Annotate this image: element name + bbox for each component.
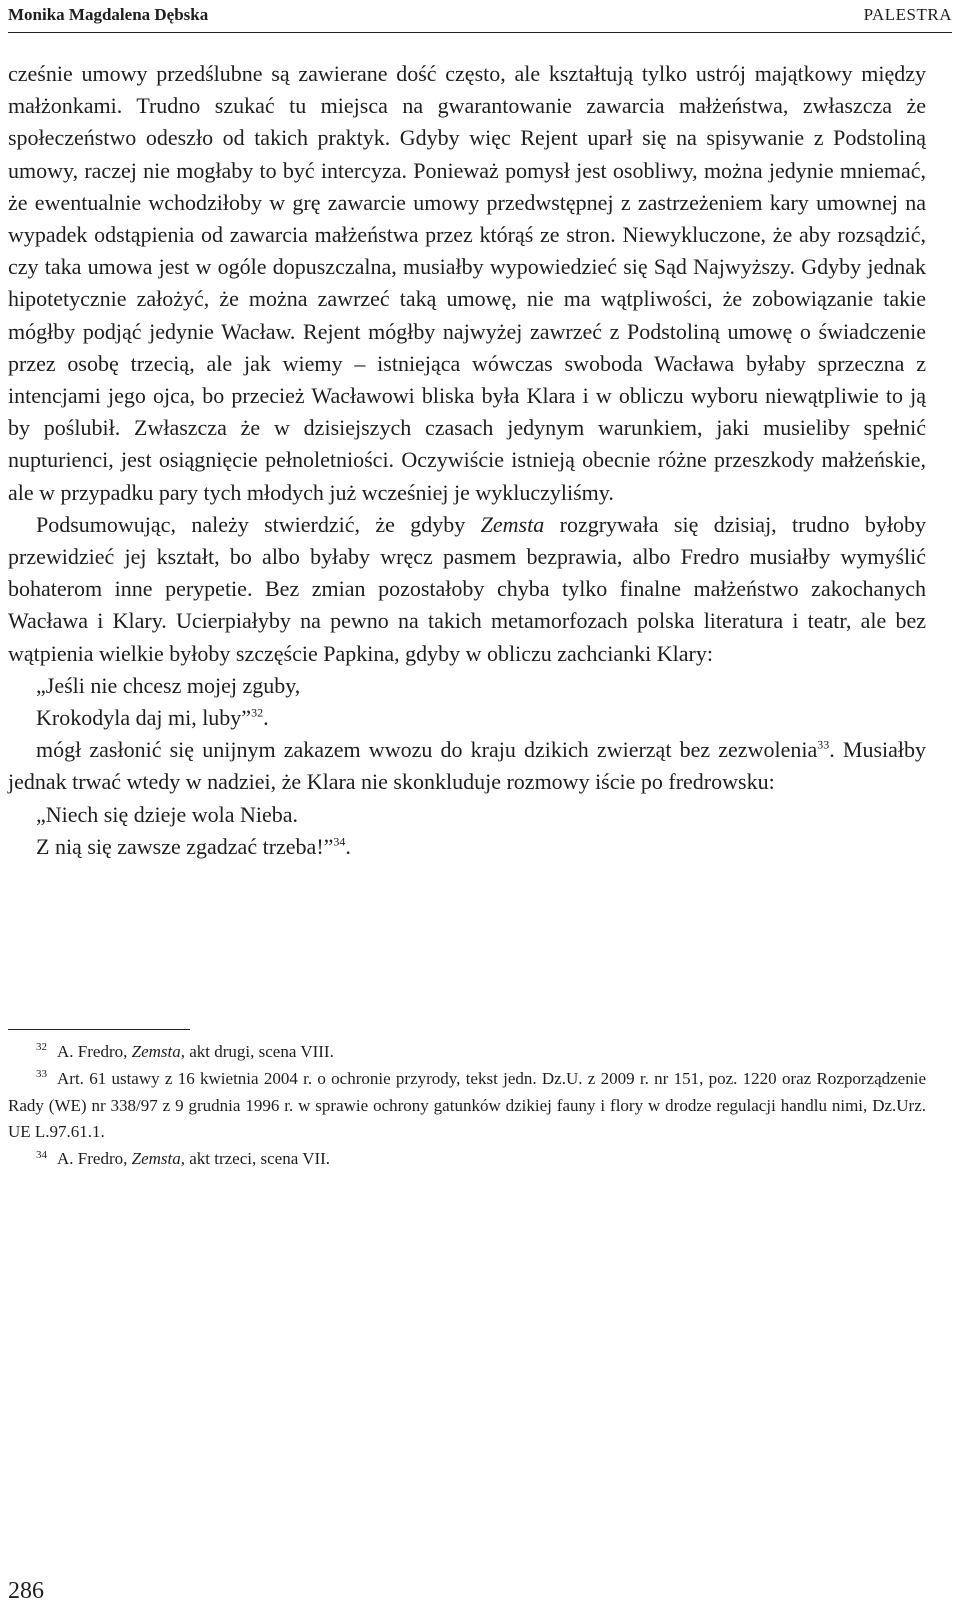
verse-1-line-1: „Jeśli nie chcesz mojej zguby, [36, 672, 301, 698]
footnote-ref-34: 34 [333, 834, 346, 849]
footnote-text-end: , akt drugi, scena VIII. [180, 1042, 334, 1061]
running-header [8, 2, 952, 33]
footnotes [8, 1039, 926, 1173]
verse-2-line-2 [8, 831, 926, 863]
footnote-text: A. Fredro, [57, 1149, 132, 1169]
paragraph-3-text-b: . Musiałby jednak trwać wtedy w nadziei, że Klara nie skonkluduje rozmowy iście po fredrowsku: [8, 737, 926, 795]
paragraph-2-title: Zemsta [480, 511, 545, 537]
verse-1-line-2-text: Krokodyla daj mi, luby” [36, 705, 252, 731]
verse-1-end: . [263, 705, 269, 731]
footnote-number: 33 [36, 1068, 47, 1081]
paragraph-2-text-a: Podsumowując, należy stwierdzić, że gdyby [36, 511, 481, 537]
footnote-title: Zemsta [131, 1042, 181, 1061]
paragraph-2-text-b: rozgrywała się dzisiaj, trudno byłoby przewidzieć jej kształt, bo albo byłaby wręcz pasmem bezprawia, albo Fredro musiałby wymyślić bohaterom inne perypetie. Bez zmian pozostałoby chyba tylko finalne małżeństwo zakochanych Wacława i Klary. Ucierpiałyby na pewno na takich metamorfozach polska literatura i teatr, ale bez wątpienia wielkie byłoby szczęście Papkina, gdyby w obliczu zachcianki Klary: [8, 511, 926, 666]
footnote-ref-32: 32 [251, 705, 264, 720]
verse-2-end: . [345, 833, 351, 859]
paragraph-3 [8, 734, 926, 798]
footnote-title: Zemsta, [131, 1149, 185, 1169]
footnote-34 [8, 1146, 926, 1173]
footnote-number: 34 [36, 1148, 47, 1161]
header-author: Monika Magdalena Dębska [8, 5, 209, 24]
main-text [8, 58, 926, 863]
footnote-33 [8, 1066, 926, 1146]
verse-1-line-2 [8, 702, 926, 734]
footnote-separator [8, 1029, 190, 1030]
footnote-text: A. Fredro, [57, 1042, 132, 1061]
footnote-32 [8, 1039, 926, 1066]
footnote-number: 32 [36, 1041, 47, 1054]
footnote-text: Art. 61 ustawy z 16 kwietnia 2004 r. o ochronie przyrody, tekst jedn. Dz.U. z 2009 r. nr 151, poz. 1220 oraz Rozporządzenie Rady (WE) nr 338/97 z 9 grudnia 1996 r. w sprawie ochrony gatunków dzikiej fauny i flory w drodze regulacji handlu nimi, Dz.Urz. UE L.97.61.1. [8, 1068, 926, 1142]
paragraph-1: cześnie umowy przedślubne są zawierane dość często, ale kształtują tylko ustrój majątkowy między małżonkami. Trudno szukać tu miejsca na gwarantowanie zawarcia małżeństwa, zwłaszcza że społeczeństwo odeszło od takich praktyk. Gdyby więc Rejent uparł się na spisywanie z Podstoliną umowy, raczej nie mogłaby to być intercyza. Ponieważ pomysł jest osobliwy, można jedynie mniemać, że ewentualnie wchodziłoby w grę zawarcie umowy przedwstępnej z zastrzeżeniem kary umownej na wypadek odstąpienia od zawarcia małżeństwa przez którąś ze stron. Niewykluczone, że aby rozsądzić, czy taka umowa jest w ogóle dopuszczalna, musiałby wypowiedzieć się Sąd Najwyższy. Gdyby jednak hipotetycznie założyć, że można zawrzeć taką umowę, nie ma wątpliwości, że zobowiązanie takie mógłby podjąć jedynie Wacław. Rejent mógłby najwyżej zawrzeć z Podstoliną umowę o świadczenie przez osobę trzecią, ale jak wiemy – istniejąca wówczas swoboda Wacława byłaby sprzeczna z intencjami jego ojca, bo przecież Wacławowi bliska była Klara i w obliczu wyboru niewątpliwie to ją by poślubił. Zwłaszcza że w dzisiejszych czasach jedynym warunkiem, jaki musieliby spełnić nupturienci, jest osiągnięcie pełnoletniości. Oczywiście istnieją obecnie różne przeszkody małżeńskie, ale w przypadku pary tych młodych już wcześniej je wykluczyliśmy. [8, 61, 926, 505]
page-number: 286 [8, 1578, 44, 1604]
paragraph-2 [8, 509, 926, 670]
verse-2-line-2-text: Z nią się zawsze zgadzać trzeba!” [36, 833, 334, 859]
verse-2-line-1: „Niech się dzieje wola Nieba. [36, 801, 299, 827]
header-journal: PALESTRA [863, 5, 952, 24]
footnote-ref-33: 33 [817, 737, 830, 752]
footnote-text-end: akt trzeci, scena VII. [184, 1149, 331, 1169]
paragraph-3-text-a: mógł zasłonić się unijnym zakazem wwozu do kraju dzikich zwierząt bez zezwolenia [36, 737, 818, 763]
